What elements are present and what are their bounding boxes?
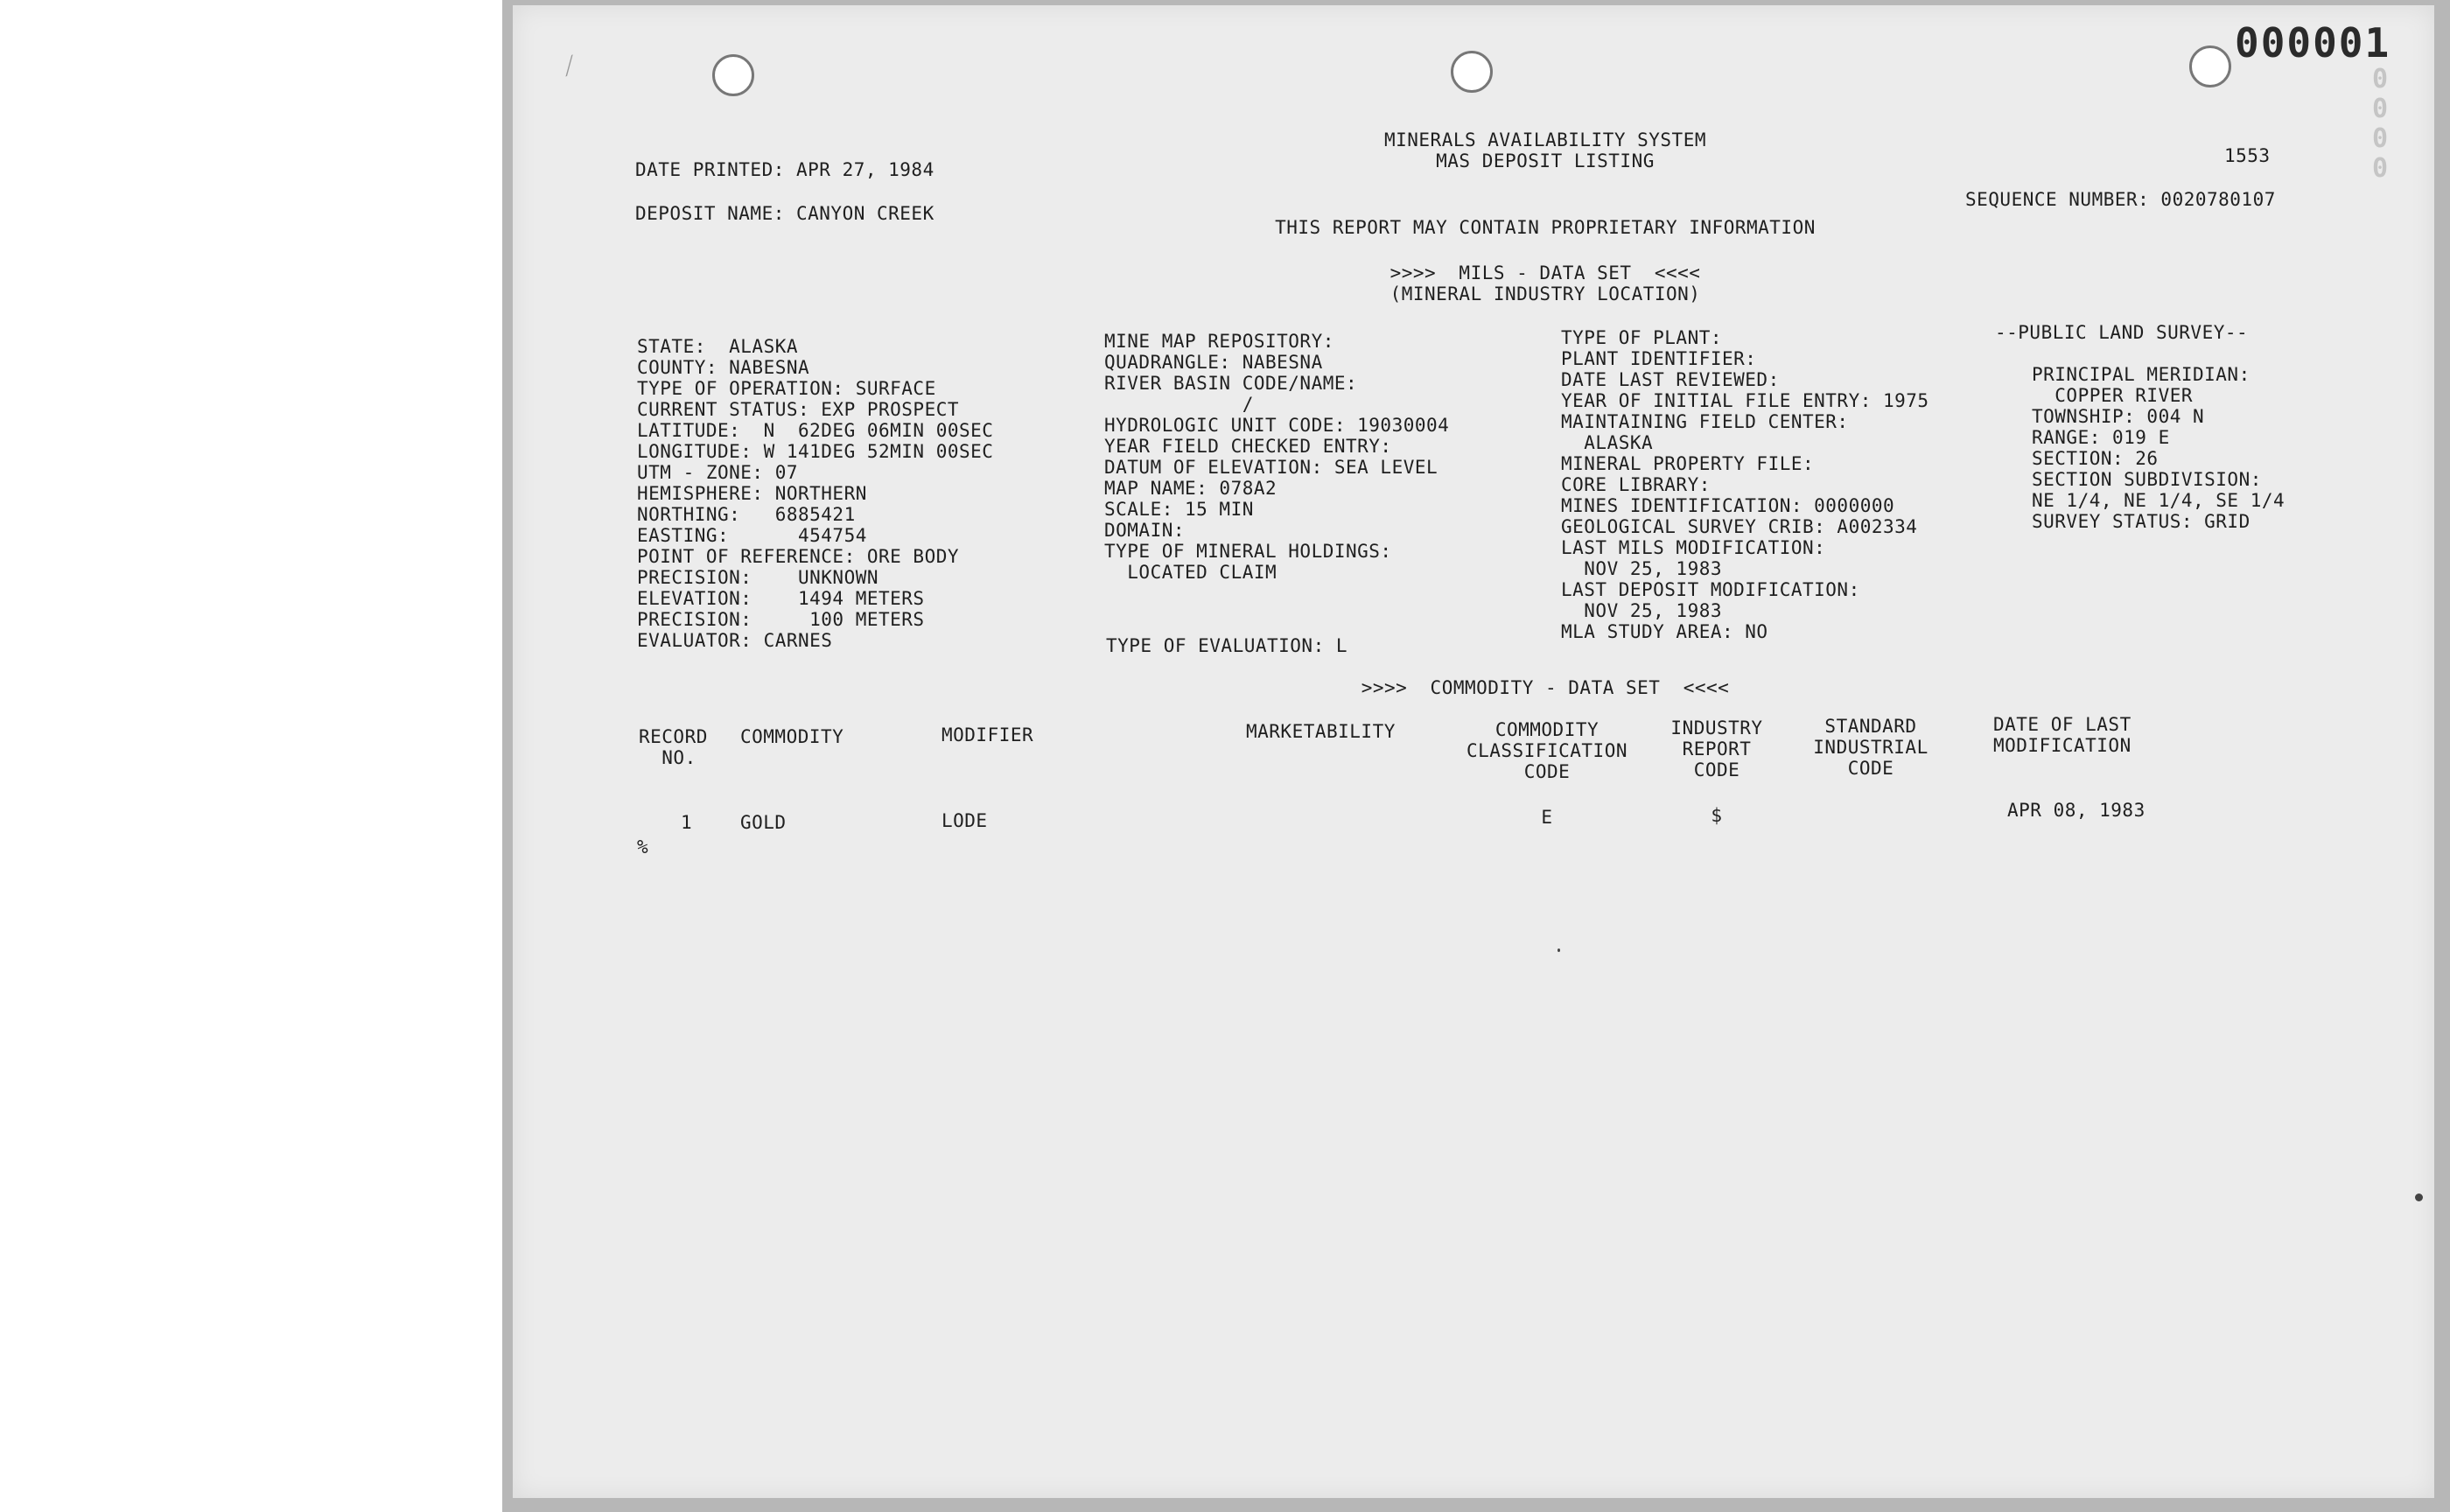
row-date-last-modification: APR 08, 1983 bbox=[2007, 800, 2146, 821]
row-classification-code: E bbox=[1541, 807, 1553, 828]
field-line: ALASKA bbox=[1561, 432, 1654, 453]
field-line: DATUM OF ELEVATION: SEA LEVEL bbox=[1104, 457, 1438, 478]
field-line: PRINCIPAL MERIDIAN: bbox=[2032, 364, 2250, 385]
field-line: EASTING: 454754 bbox=[637, 525, 867, 546]
field-line: MINES IDENTIFICATION: 0000000 bbox=[1561, 495, 1895, 516]
field-line: SCALE: 15 MIN bbox=[1104, 499, 1254, 520]
field-line: SURVEY STATUS: GRID bbox=[2032, 511, 2250, 532]
field-line: COPPER RIVER bbox=[2032, 385, 2194, 406]
field-line: LATITUDE: N 62DEG 06MIN 00SEC bbox=[637, 420, 994, 441]
field-line: TYPE OF MINERAL HOLDINGS: bbox=[1104, 541, 1392, 562]
field-line: ELEVATION: 1494 METERS bbox=[637, 588, 925, 609]
header-commodity: COMMODITY bbox=[740, 726, 844, 747]
field-line: NOV 25, 1983 bbox=[1561, 600, 1723, 621]
field-line: NORTHING: 6885421 bbox=[637, 504, 856, 525]
field-line: DOMAIN: bbox=[1104, 520, 1186, 541]
field-line: HYDROLOGIC UNIT CODE: 19030004 bbox=[1104, 415, 1450, 436]
header-standard-industrial-code: STANDARD INDUSTRIAL CODE bbox=[1813, 716, 1928, 779]
header-record-no: RECORD NO. bbox=[639, 726, 708, 768]
field-line: MINERAL PROPERTY FILE: bbox=[1561, 453, 1815, 474]
field-line: PRECISION: UNKNOWN bbox=[637, 567, 879, 588]
page-stamp: 000001 bbox=[2235, 19, 2391, 66]
field-line: PLANT IDENTIFIER: bbox=[1561, 348, 1757, 369]
field-line: YEAR FIELD CHECKED ENTRY: bbox=[1104, 436, 1392, 457]
report-number: 1553 bbox=[2224, 145, 2271, 166]
header-marketability: MARKETABILITY bbox=[1246, 721, 1396, 742]
field-line: LONGITUDE: W 141DEG 52MIN 00SEC bbox=[637, 441, 994, 462]
map-column bbox=[1104, 331, 1449, 583]
speck-mark bbox=[2415, 1194, 2423, 1201]
field-line: POINT OF REFERENCE: ORE BODY bbox=[637, 546, 960, 567]
speck-mark bbox=[1558, 948, 1560, 952]
pencil-mark: ⟋ bbox=[556, 51, 584, 82]
row-industry-report-code: $ bbox=[1711, 805, 1723, 826]
plant-column bbox=[1561, 327, 1929, 642]
field-line: CORE LIBRARY: bbox=[1561, 474, 1711, 495]
field-line: RIVER BASIN CODE/NAME: bbox=[1104, 373, 1358, 394]
punch-hole-center bbox=[1451, 51, 1493, 93]
field-line: YEAR OF INITIAL FILE ENTRY: 1975 bbox=[1561, 390, 1929, 411]
field-line: MAP NAME: 078A2 bbox=[1104, 478, 1278, 499]
field-line: MLA STUDY AREA: NO bbox=[1561, 621, 1768, 642]
field-line: PRECISION: 100 METERS bbox=[637, 609, 925, 630]
proprietary-notice: THIS REPORT MAY CONTAIN PROPRIETARY INFORMATION bbox=[1275, 217, 1816, 238]
field-line: TYPE OF OPERATION: SURFACE bbox=[637, 378, 936, 399]
field-line: TYPE OF PLANT: bbox=[1561, 327, 1723, 348]
field-line: LOCATED CLAIM bbox=[1104, 562, 1278, 583]
type-of-evaluation: TYPE OF EVALUATION: L bbox=[1106, 635, 1348, 656]
paper-sheet bbox=[513, 5, 2434, 1498]
commodity-title: >>>> COMMODITY - DATA SET <<<< bbox=[1361, 677, 1730, 698]
field-line: CURRENT STATUS: EXP PROSPECT bbox=[637, 399, 960, 420]
field-line: / bbox=[1104, 394, 1254, 415]
land-survey-column bbox=[2032, 364, 2285, 532]
field-line: NOV 25, 1983 bbox=[1561, 558, 1723, 579]
mils-subtitle: (MINERAL INDUSTRY LOCATION) bbox=[1390, 284, 1701, 304]
punch-hole-left bbox=[712, 54, 754, 96]
field-line: LAST MILS MODIFICATION: bbox=[1561, 537, 1826, 558]
row-commodity: GOLD bbox=[740, 812, 787, 833]
header-industry-report-code: INDUSTRY REPORT CODE bbox=[1670, 718, 1763, 780]
date-printed: DATE PRINTED: APR 27, 1984 bbox=[635, 159, 934, 180]
header-date-last-modification: DATE OF LAST MODIFICATION bbox=[1993, 714, 2132, 756]
mils-title: >>>> MILS - DATA SET <<<< bbox=[1390, 262, 1701, 284]
listing-title: MAS DEPOSIT LISTING bbox=[1436, 150, 1655, 172]
field-line: SECTION SUBDIVISION: bbox=[2032, 469, 2262, 490]
field-line: DATE LAST REVIEWED: bbox=[1561, 369, 1780, 390]
field-line: MINE MAP REPOSITORY: bbox=[1104, 331, 1334, 352]
header-classification-code: COMMODITY CLASSIFICATION CODE bbox=[1466, 719, 1628, 782]
location-column bbox=[637, 336, 993, 651]
field-line: QUADRANGLE: NABESNA bbox=[1104, 352, 1323, 373]
field-line: LAST DEPOSIT MODIFICATION: bbox=[1561, 579, 1860, 600]
sequence-number: SEQUENCE NUMBER: 0020780107 bbox=[1965, 189, 2276, 210]
field-line: TOWNSHIP: 004 N bbox=[2032, 406, 2205, 427]
punch-hole-right bbox=[2189, 46, 2231, 88]
field-line: SECTION: 26 bbox=[2032, 448, 2159, 469]
field-line: UTM - ZONE: 07 bbox=[637, 462, 799, 483]
field-line: GEOLOGICAL SURVEY CRIB: A002334 bbox=[1561, 516, 1918, 537]
field-line: COUNTY: NABESNA bbox=[637, 357, 810, 378]
field-line: STATE: ALASKA bbox=[637, 336, 799, 357]
field-line: HEMISPHERE: NORTHERN bbox=[637, 483, 867, 504]
row-modifier: LODE bbox=[942, 810, 988, 831]
field-line: MAINTAINING FIELD CENTER: bbox=[1561, 411, 1849, 432]
scanned-page-background bbox=[502, 0, 2450, 1512]
field-line: NE 1/4, NE 1/4, SE 1/4 bbox=[2032, 490, 2286, 511]
end-marker: % bbox=[637, 836, 649, 858]
row-record-no: 1 bbox=[681, 812, 693, 833]
header-modifier: MODIFIER bbox=[942, 724, 1034, 746]
field-line: EVALUATOR: CARNES bbox=[637, 630, 833, 651]
field-line: RANGE: 019 E bbox=[2032, 427, 2170, 448]
public-land-survey-title: --PUBLIC LAND SURVEY-- bbox=[1995, 322, 2249, 343]
bleed-through-digits: 0 0 0 0 bbox=[2371, 64, 2389, 184]
system-title: MINERALS AVAILABILITY SYSTEM bbox=[1383, 130, 1706, 150]
deposit-name: DEPOSIT NAME: CANYON CREEK bbox=[635, 203, 934, 224]
